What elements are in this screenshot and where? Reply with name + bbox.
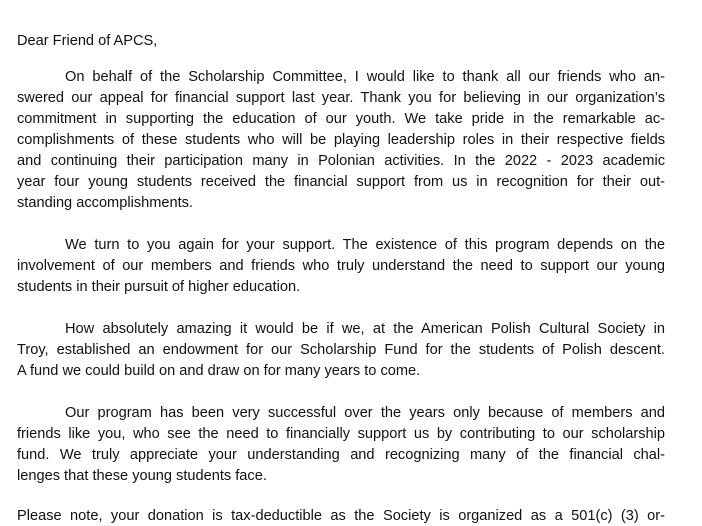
paragraph-line: lenges that these young students face.: [17, 468, 267, 484]
paragraph-line: complishments of these students who will be playing leadership roles in their respective fields: [17, 132, 665, 148]
paragraph-line: friends like you, who see the need to financially support us by contributing to our scholarship: [17, 426, 665, 442]
paragraph-line: Please note, your donation is tax-deductible as the Society is organized as a 501(c) (3) or-: [17, 508, 665, 524]
paragraph-line: fund. We truly appreciate your understanding and recognizing many of the financial chal-: [17, 447, 665, 463]
paragraph-line: A fund we could build on and draw on for many years to come.: [17, 363, 421, 379]
paragraph-line: Troy, established an endowment for our Scholarship Fund for the students of Polish descent.: [17, 342, 665, 358]
paragraph-line: swered our appeal for financial support last year. Thank you for believing in our organization’s: [17, 90, 665, 106]
paragraph-line: On behalf of the Scholarship Committee, I would like to thank all our friends who an-: [65, 69, 665, 85]
paragraph-line: standing accomplishments.: [17, 195, 194, 211]
salutation: Dear Friend of APCS,: [17, 33, 158, 49]
paragraph-line: students in their pursuit of higher education.: [17, 279, 301, 295]
paragraph-line: Our program has been very successful over the years only because of members and: [65, 405, 665, 421]
paragraph-line: How absolutely amazing it would be if we, at the American Polish Cultural Society in: [65, 321, 665, 337]
paragraph-line: commitment in supporting the education of our youth. We take pride in the remarkable ac-: [17, 111, 665, 127]
paragraph-line: and continuing their participation many in Polonian activities. In the 2022 - 2023 academic: [17, 153, 665, 169]
paragraph-line: involvement of our members and friends who truly understand the need to support our young: [17, 258, 665, 274]
paragraph-line: year four young students received the financial support from us in recognition for their out-: [17, 174, 665, 190]
paragraph-line: We turn to you again for your support. The existence of this program depends on the: [65, 237, 665, 253]
